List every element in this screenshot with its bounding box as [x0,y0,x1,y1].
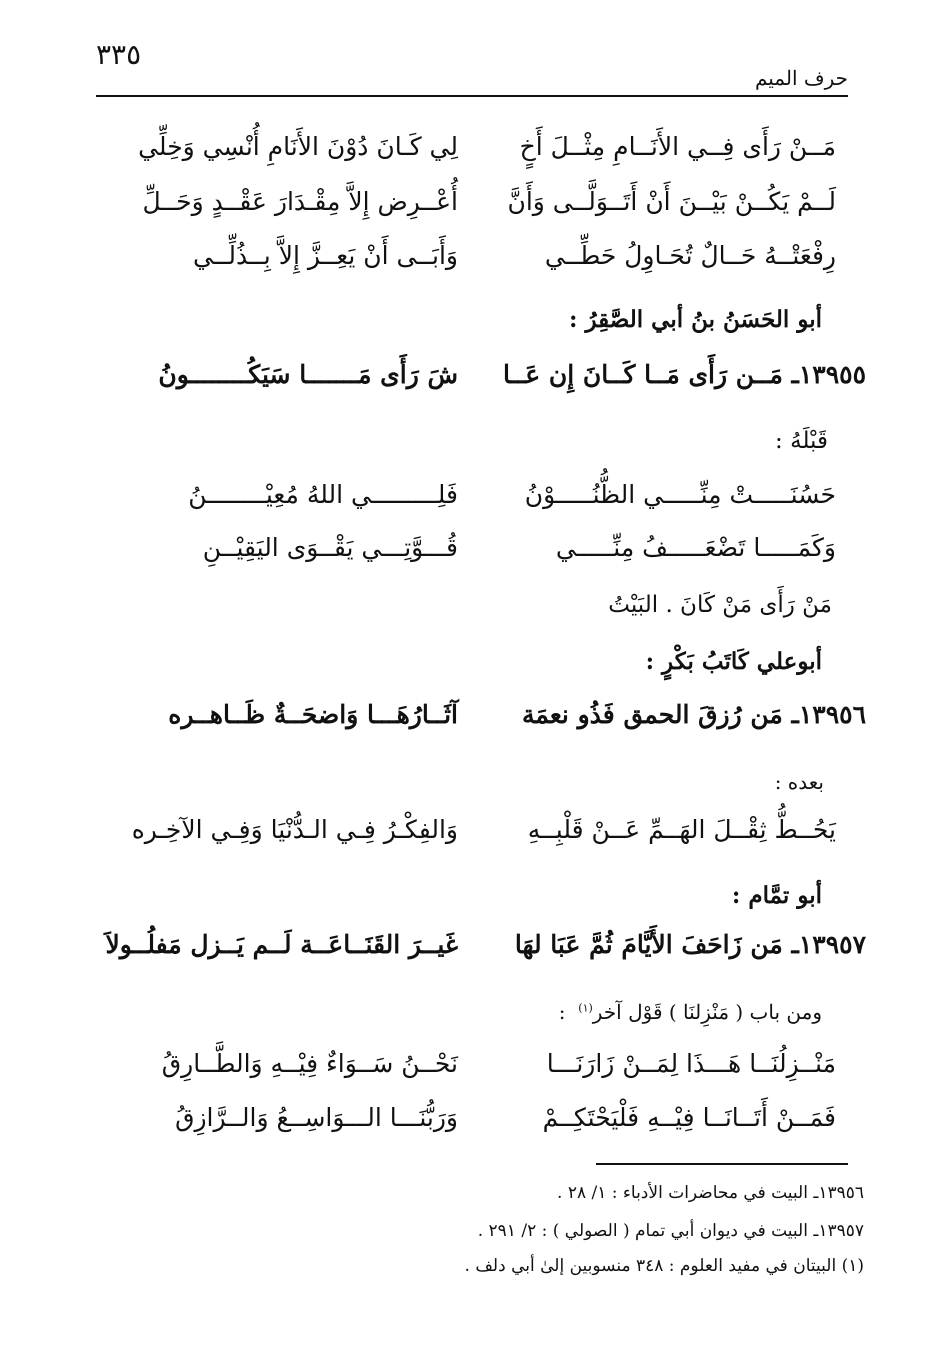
intro-colon: : [558,1000,566,1024]
verse-hemistich-left: نَحْــنُ سَــوَاءٌ فِيْــهِ وَالطَّــارِقُ [161,1049,458,1078]
chapter-title: حرف الميم [754,66,848,90]
page-number: ٣٣٥ [96,38,142,71]
verse-hemistich-right: رِفْعَتْــهُ حَــالٌ تُحَـاوِلُ حَطِّــي [544,241,836,270]
footnote: ١٣٩٥٦ـ البيت في محاضرات الأدباء : ١/ ٢٨ . [557,1183,864,1203]
verse-hemistich-left: وَأَبَــى أَنْ يَعِــزَّ إِلاَّ بِــذُلِّــي [192,241,458,270]
poet-heading: أبوعلي كَاتَبُ بَكْرٍ : [645,648,822,675]
verse-hemistich-right: حَسُنَـــــتْ مِنِّـــــي الظُّنُـــــوْنُ [524,480,836,509]
intro-text: ومن باب ( مَنْزِلنَا ) قَوْل آخر [592,1000,822,1024]
numbered-verse-left: غَيــرَ القَنَــاعَــة لَــم يَــزل مَفلُــولاَ [105,930,458,959]
verse-hemistich-right: فَمَــنْ أَتَــانَــا فِيْــهِ فَلْيَحْتَكِــمْ [542,1103,836,1132]
verse-hemistich-left: قُـــوَّتِـــي يَقْــوَى اليَقِيْــنِ [202,533,458,562]
footnote: ١٣٩٥٧ـ البيت في ديوان أبي تمام ( الصولي ) : ٢/ ٢٩١ . [477,1221,864,1241]
numbered-verse-right: ١٣٩٥٦ـ مَن رُزقَ الحمق فَذُو نعمَة [522,700,866,729]
verse-hemistich-left: وَرَبُّنَـــا الـــوَاسِــعُ وَالــرَّازِقُ [175,1103,458,1132]
header-rule [96,95,848,97]
verse-hemistich-right: يَحُــطُّ ثِقْــلَ الهَــمِّ عَــنْ قَلْبِــهِ [527,815,836,844]
footnote-marker: (١) [578,1001,593,1015]
footnote: (١) البيتان في مفيد العلوم : ٣٤٨ منسوبين إلىٰ أبي دلف . [464,1256,864,1276]
verse-hemistich-left: لِي كَـانَ دُوْنَ الأَنَامِ أُنْسِي وَخِلِّي [138,132,458,161]
numbered-verse-left: شَ رَأَى مَـــــــا سَيَكُــــــــونُ [158,360,458,389]
verse-hemistich-left: وَالفِكْـرُ فِـي الـدُّنْيَا وَفِـي الآخِـره [131,815,458,844]
intro-line [559,1000,822,1024]
poet-heading: أبو تمَّام : [731,882,822,909]
verse-hemistich-left: أُعْــرِض إِلاَّ مِقْـدَارَ عَقْــدٍ وَحَــلِّ [142,187,458,216]
section-label: قَبْلَهُ : [775,428,828,454]
verse-hemistich-right: مَــنْ رَأَى فِــي الأَنَــامِ مِثْــلَ أَخٍ [519,132,836,161]
footnote-rule [596,1163,848,1165]
verse-hemistich-right: وَكَمَـــــا تَضْعَـــــفُ مِنِّـــــي [555,533,836,562]
poet-heading: أبو الحَسَنُ بنُ أبي الصَّقِرُ : [568,306,822,333]
section-label: بعده : [774,770,824,794]
verse-hemistich-right: مَنْــزِلُنَــا هَـــذَا لِمَــنْ زَارَنَـــا [546,1049,836,1078]
numbered-verse-right: ١٣٩٥٥ـ مَــن رَأَى مَــا كَــانَ إِن عَــا [502,360,866,389]
numbered-verse-left: آثَــارُهَـــا وَاضحَــةٌ ظَــاهــره [168,700,458,729]
numbered-verse-right: ١٣٩٥٧ـ مَن زَاحَفَ الأَيَّامَ ثُمَّ عَبَا لهَا [514,930,866,959]
verse-hemistich-right: لَــمْ يَكُــنْ بَيْــنَ أَنْ أَتَــوَلَّــى وَأَنَّ [507,187,836,216]
verse-reference-line: مَنْ رَأَى مَنْ كَانَ . البَيْتُ [608,592,832,618]
verse-hemistich-left: فَلِـــــــــي اللهُ مُعِيْــــــــنُ [188,480,458,509]
